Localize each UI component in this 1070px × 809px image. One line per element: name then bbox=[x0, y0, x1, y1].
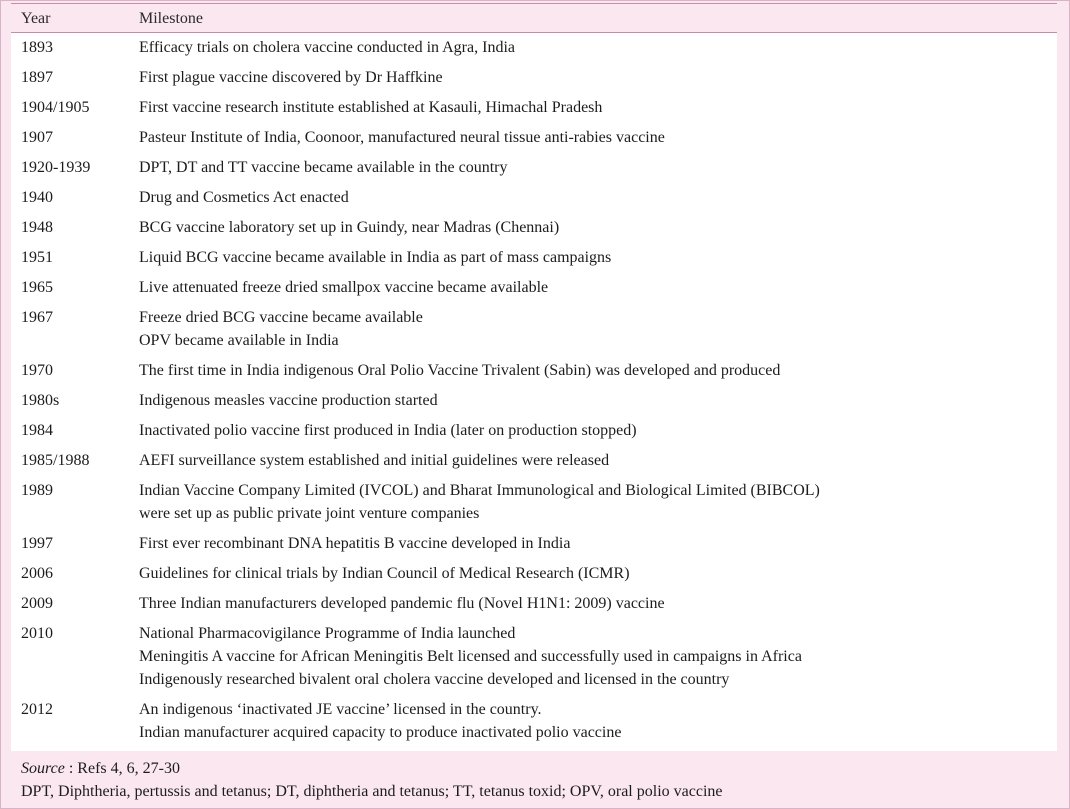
header-milestone: Milestone bbox=[139, 10, 203, 27]
milestone-line: BCG vaccine laboratory set up in Guindy, near Madras (Chennai) bbox=[139, 219, 560, 236]
table-row bbox=[11, 419, 1057, 442]
abbreviations-note: DPT, Diphtheria, pertussis and tetanus; DT, diphtheria and tetanus; TT, tetanus toxid; OPV, oral polio vaccine bbox=[21, 783, 723, 800]
milestone-cell bbox=[139, 126, 1057, 149]
source-label: Source bbox=[21, 760, 65, 777]
milestone-cell bbox=[139, 306, 1057, 352]
header-year: Year bbox=[21, 10, 51, 27]
milestone-line: An indigenous ‘inactivated JE vaccine’ licensed in the country. bbox=[139, 701, 542, 718]
year-cell: 1985/1988 bbox=[21, 452, 90, 469]
year-cell: 1948 bbox=[21, 219, 53, 236]
year-cell: 1980s bbox=[21, 392, 60, 409]
table-row bbox=[11, 479, 1057, 525]
year-cell: 1907 bbox=[21, 129, 53, 146]
table-row bbox=[11, 126, 1057, 149]
source-refs: : Refs 4, 6, 27-30 bbox=[64, 760, 180, 777]
milestone-line: Efficacy trials on cholera vaccine conducted in Agra, India bbox=[139, 39, 515, 56]
milestone-line: First ever recombinant DNA hepatitis B vaccine developed in India bbox=[139, 535, 571, 552]
milestone-cell bbox=[139, 36, 1057, 59]
milestone-line: First vaccine research institute established at Kasauli, Himachal Pradesh bbox=[139, 99, 603, 116]
milestone-line: Three Indian manufacturers developed pandemic flu (Novel H1N1: 2009) vaccine bbox=[139, 595, 665, 612]
milestone-cell bbox=[139, 359, 1057, 382]
year-cell: 1951 bbox=[21, 249, 53, 266]
year-cell: 1970 bbox=[21, 362, 53, 379]
milestone-line: Freeze dried BCG vaccine became available bbox=[139, 309, 423, 326]
milestone-line: Liquid BCG vaccine became available in India as part of mass campaigns bbox=[139, 249, 612, 266]
milestone-cell bbox=[139, 246, 1057, 269]
table-row bbox=[11, 36, 1057, 59]
milestone-cell bbox=[139, 156, 1057, 179]
milestone-line: Pasteur Institute of India, Coonoor, manufactured neural tissue anti-rabies vaccine bbox=[139, 129, 665, 146]
milestone-line: Guidelines for clinical trials by Indian Council of Medical Research (ICMR) bbox=[139, 565, 630, 582]
table-row bbox=[11, 592, 1057, 615]
table-row bbox=[11, 216, 1057, 239]
milestone-line: Live attenuated freeze dried smallpox vaccine became available bbox=[139, 279, 549, 296]
milestone-line: DPT, DT and TT vaccine became available in the country bbox=[139, 159, 508, 176]
milestone-line: Meningitis A vaccine for African Meningitis Belt licensed and successfully used in campaigns in Africa bbox=[139, 648, 802, 665]
table-row bbox=[11, 276, 1057, 299]
year-cell: 1920-1939 bbox=[21, 159, 91, 176]
year-cell: 1965 bbox=[21, 279, 53, 296]
milestone-line: Indigenously researched bivalent oral cholera vaccine developed and licensed in the country bbox=[139, 671, 730, 688]
table-row bbox=[11, 449, 1057, 472]
milestone-cell bbox=[139, 66, 1057, 89]
table-row bbox=[11, 306, 1057, 352]
year-cell: 2006 bbox=[21, 565, 53, 582]
year-cell: 2010 bbox=[21, 625, 53, 642]
year-cell: 1897 bbox=[21, 69, 53, 86]
milestone-line: were set up as public private joint venture companies bbox=[139, 505, 480, 522]
table-row bbox=[11, 66, 1057, 89]
milestone-line: First plague vaccine discovered by Dr Haffkine bbox=[139, 69, 443, 86]
year-cell: 1967 bbox=[21, 309, 53, 326]
milestone-line: The first time in India indigenous Oral Polio Vaccine Trivalent (Sabin) was developed and produced bbox=[139, 362, 781, 379]
year-cell: 2009 bbox=[21, 595, 53, 612]
year-cell: 1940 bbox=[21, 189, 53, 206]
table-row bbox=[11, 246, 1057, 269]
table-header bbox=[11, 3, 1057, 33]
table-body bbox=[11, 33, 1057, 751]
milestone-cell bbox=[139, 449, 1057, 472]
table-footer bbox=[21, 757, 723, 803]
milestone-cell bbox=[139, 419, 1057, 442]
milestone-cell bbox=[139, 186, 1057, 209]
milestone-line: AEFI surveillance system established and initial guidelines were released bbox=[139, 452, 610, 469]
table-row bbox=[11, 156, 1057, 179]
milestone-cell bbox=[139, 592, 1057, 615]
milestone-cell bbox=[139, 216, 1057, 239]
table-row bbox=[11, 96, 1057, 119]
milestone-line: Indian manufacturer acquired capacity to produce inactivated polio vaccine bbox=[139, 724, 622, 741]
milestone-line: Drug and Cosmetics Act enacted bbox=[139, 189, 349, 206]
table-row bbox=[11, 186, 1057, 209]
table-row bbox=[11, 532, 1057, 555]
milestone-cell bbox=[139, 622, 1057, 691]
milestone-cell bbox=[139, 276, 1057, 299]
milestone-line: Indian Vaccine Company Limited (IVCOL) and Bharat Immunological and Biological Limited (BIBCOL) bbox=[139, 482, 820, 499]
milestone-line: OPV became available in India bbox=[139, 332, 339, 349]
year-cell: 1997 bbox=[21, 535, 53, 552]
table-row bbox=[11, 389, 1057, 412]
milestone-line: National Pharmacovigilance Programme of India launched bbox=[139, 625, 516, 642]
milestone-cell bbox=[139, 96, 1057, 119]
milestone-cell bbox=[139, 532, 1057, 555]
year-cell: 1893 bbox=[21, 39, 53, 56]
milestone-cell bbox=[139, 389, 1057, 412]
table-row bbox=[11, 359, 1057, 382]
table-row bbox=[11, 562, 1057, 585]
year-cell: 1984 bbox=[21, 422, 53, 439]
milestone-cell bbox=[139, 562, 1057, 585]
year-cell: 2012 bbox=[21, 701, 53, 718]
milestone-line: Indigenous measles vaccine production started bbox=[139, 392, 438, 409]
milestone-cell bbox=[139, 479, 1057, 525]
table-row bbox=[11, 622, 1057, 691]
source-note bbox=[21, 757, 723, 780]
year-cell: 1989 bbox=[21, 482, 53, 499]
year-cell: 1904/1905 bbox=[21, 99, 90, 116]
table-row bbox=[11, 698, 1057, 744]
milestone-cell bbox=[139, 698, 1057, 744]
milestone-line: Inactivated polio vaccine first produced in India (later on production stopped) bbox=[139, 422, 637, 439]
